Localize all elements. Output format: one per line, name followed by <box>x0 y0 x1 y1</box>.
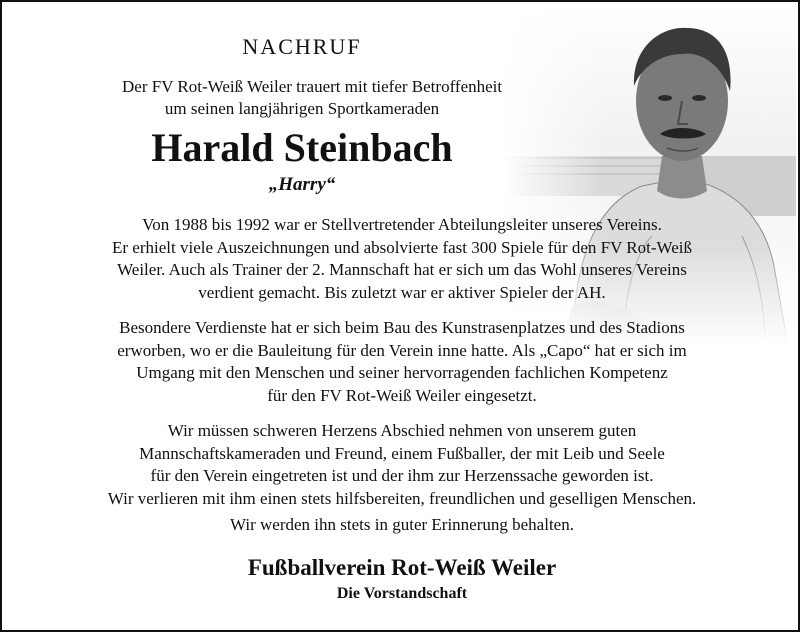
paragraph-line: Weiler. Auch als Trainer der 2. Mannschaft hat er sich um das Wohl unseres Vereins <box>117 260 687 279</box>
deceased-name: Harald Steinbach <box>151 125 453 170</box>
paragraph-line: Von 1988 bis 1992 war er Stellvertretender Abteilungsleiter unseres Vereins. <box>142 215 662 234</box>
notice-title: NACHRUF <box>242 34 362 59</box>
paragraph-line: Besondere Verdienste hat er sich beim Bau des Kunstrasenplatzes und des Stadions <box>119 318 685 337</box>
signature-board: Die Vorstandschaft <box>336 585 468 602</box>
paragraph-line: Wir verlieren mit ihm einen stets hilfsbereiten, freundlichen und geselligen Menschen. <box>107 488 697 508</box>
paragraph-line: für den Verein eingetreten ist und der ihm zur Herzenssache geworden ist. <box>150 466 654 485</box>
paragraph-career <box>2 214 800 304</box>
intro-text <box>122 76 503 120</box>
intro-line: Der FV Rot-Weiß Weiler trauert mit tiefer Betroffenheit <box>122 77 503 96</box>
paragraph-remembrance <box>2 514 800 537</box>
intro-line: um seinen langjährigen Sportkameraden <box>164 99 440 118</box>
paragraph-line: Wir müssen schweren Herzens Abschied nehmen von unserem guten <box>167 421 637 440</box>
paragraph-line: verdient gemacht. Bis zuletzt war er aktiver Spieler der AH. <box>198 282 606 302</box>
paragraph-line: Wir werden ihn stets in guter Erinnerung behalten. <box>230 515 574 534</box>
paragraph-line: für den FV Rot-Weiß Weiler eingesetzt. <box>267 385 537 405</box>
paragraph-farewell <box>2 420 800 510</box>
paragraph-line: Er erhielt viele Auszeichnungen und absolvierte fast 300 Spiele für den FV Rot-Weiß <box>112 237 692 257</box>
deceased-nickname: „Harry“ <box>268 174 336 195</box>
paragraph-line: Mannschaftskameraden und Freund, einem Fußballer, der mit Leib und Seele <box>139 443 665 463</box>
paragraph-line: Umgang mit den Menschen und seiner hervorragenden fachlichen Kompetenz <box>136 363 668 382</box>
paragraph-merits <box>2 317 800 407</box>
signature-club: Fußballverein Rot-Weiß Weiler <box>247 555 557 580</box>
paragraph-line: erworben, wo er die Bauleitung für den Verein inne hatte. Als „Capo“ hat er sich im <box>117 340 687 360</box>
